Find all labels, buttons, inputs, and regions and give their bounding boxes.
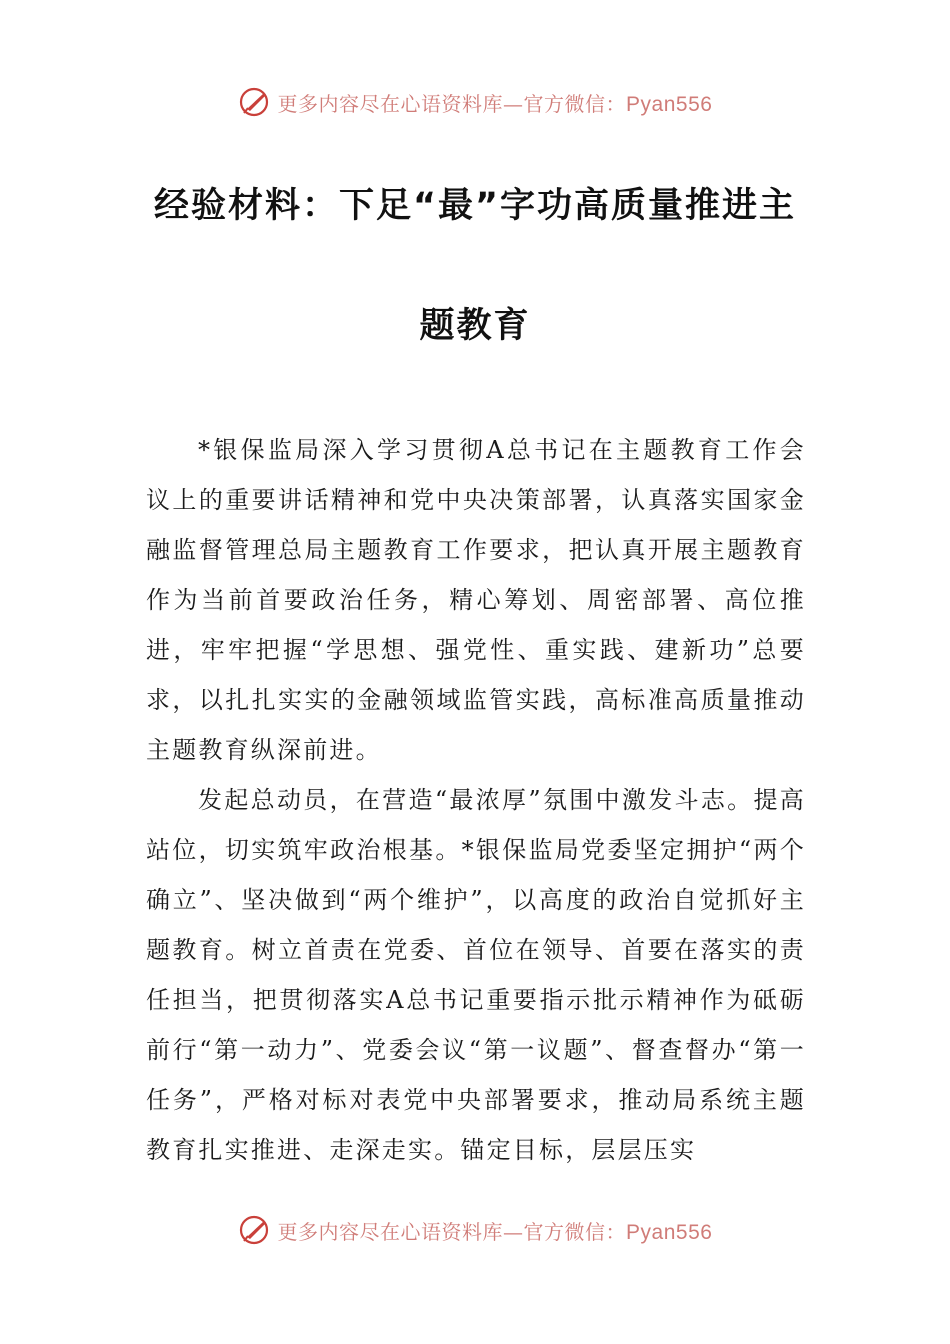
footer-banner xyxy=(0,1210,950,1250)
wechat-account: Pyan556 xyxy=(626,1220,713,1244)
document-title-line-2: 题教育 xyxy=(419,306,531,346)
quill-circle-icon xyxy=(238,1213,272,1247)
paragraph-2: 发起总动员，在营造“最浓厚”氛围中激发斗志。提高站位，切实筑牢政治根基。*银保监局党委坚定拥护“两个确立”、坚决做到“两个维护”，以高度的政治自觉抓好主题教育。树立首责在党委、首位在领导、首要在落实的责任担当，把贯彻落实A总书记重要指示批示精神作为砥砺前行“第一动力”、党委会议“第一议题”、督查督办“第一任务”，严格对标对表党中央部署要求，推动局系统主题教育扎实推进、走深走实。锚定目标，层层压实 xyxy=(146,786,806,1164)
wechat-account: Pyan556 xyxy=(626,92,713,116)
paragraph-1: *银保监局深入学习贯彻A总书记在主题教育工作会议上的重要讲话精神和党中央决策部署，认真落实国家金融监督管理总局主题教育工作要求，把认真开展主题教育作为当前首要政治任务，精心筹划、周密部署、高位推进，牢牢把握“学思想、强党性、重实践、建新功”总要求，以扎扎实实的金融领域监管实践，高标准高质量推动主题教育纵深前进。 xyxy=(146,436,806,764)
document-title-line-1: 经验材料：下足“最”字功高质量推进主 xyxy=(153,186,796,226)
quill-circle-icon xyxy=(238,85,272,119)
banner-text: 更多内容尽在心语资料库—官方微信：Pyan556 xyxy=(277,1219,713,1244)
banner-text: 更多内容尽在心语资料库—官方微信：Pyan556 xyxy=(277,91,713,116)
document-body xyxy=(146,425,806,1175)
header-banner xyxy=(0,82,950,122)
